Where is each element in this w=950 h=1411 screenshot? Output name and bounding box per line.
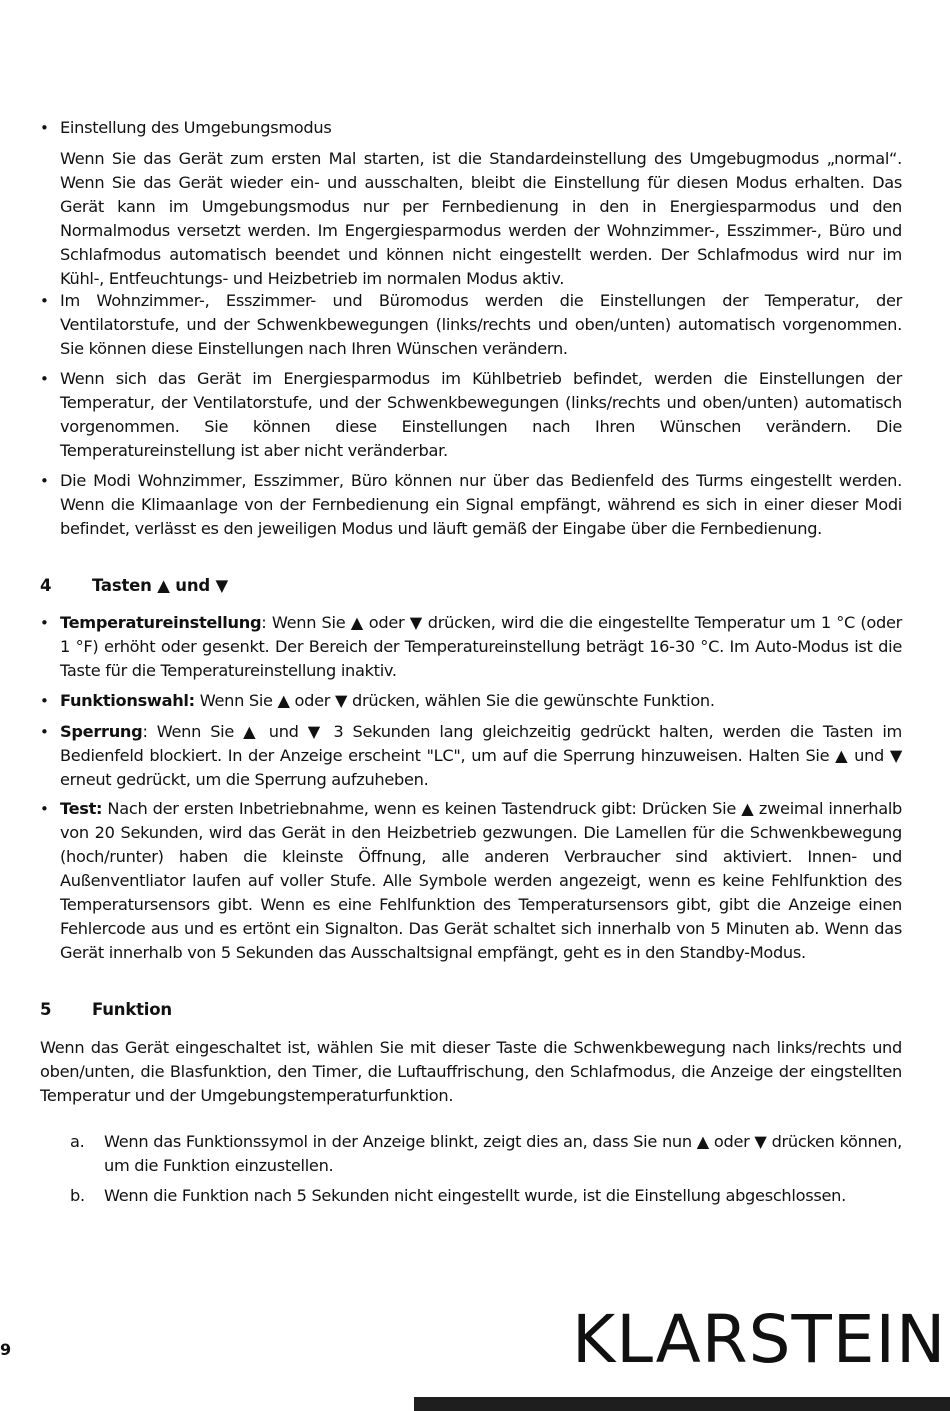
term-text: : Wenn Sie ▲ und ▼ 3 Sekunden lang gleichzeitig gedrückt halten, werden die Tasten im Bedienfeld blockiert. In der Anzeige erscheint "LC", um auf die Sperrung hinzuweisen. Halten Sie ▲ und ▼ erneut gedrückt, um die Sperrung aufzuheben. bbox=[60, 722, 902, 789]
bullet-dot: • bbox=[40, 723, 49, 741]
section-title: Funktion bbox=[92, 1000, 172, 1019]
term-text: : Wenn Sie ▲ oder ▼ drücken, wird die die eingestellte Temperatur um 1 °C (oder 1 °F) erhöht oder gesenkt. Der Bereich der Temperatureinstellung beträgt 16-30 °C. Im Auto-Modus ist die Taste für die Temperatureinstellung inaktiv. bbox=[60, 613, 902, 680]
bullet-dot: • bbox=[40, 614, 49, 632]
bullet-text: Im Wohnzimmer-, Esszimmer- und Büromodus werden die Einstellungen der Temperatur, der Ventilatorstufe, und der Schwenkbewegungen (links/rechts und oben/unten) automatisch vorgenommen. Sie können diese Einstellungen nach Ihren Wünschen verändern. bbox=[60, 291, 902, 358]
bullet-lock bbox=[40, 720, 902, 792]
term-label: Temperatureinstellung bbox=[60, 613, 262, 632]
term-text: Wenn Sie ▲ oder ▼ drücken, wählen Sie die gewünschte Funktion. bbox=[194, 691, 715, 710]
page-number: 9 bbox=[0, 1340, 12, 1359]
ambient-mode-description: Wenn Sie das Gerät zum ersten Mal starten, ist die Standardeinstellung des Umgebugmodus „normal“. Wenn Sie das Gerät wieder ein- und ausschalten, bleibt die Einstellung für diesen Modus erhalten. Das Gerät kann im Umgebungsmodus nur per Fernbedienung in den in Energiesparmodus und den Normalmodus versetzt werden. Im Engergiesparmodus werden der Wohnzimmer-, Esszimmer-, Büro und Schlafmodus automatisch beendet und können nicht eingestellt werden. Der Schlafmodus wird nur im Kühl-, Entfeuchtungs- und Heizbetrieb im normalen Modus aktiv. bbox=[60, 149, 902, 288]
section-5-intro: Wenn das Gerät eingeschaltet ist, wählen Sie mit dieser Taste die Schwenkbewegung nach links/rechts und oben/unten, die Blasfunktion, den Timer, die Luftauffrischung, den Schlafmodus, die Anzeige der eingstellten Temperatur und der Umgebungstemperaturfunktion. bbox=[40, 1038, 902, 1105]
bullet-modes-tower-panel bbox=[40, 469, 902, 541]
bullet-text: Die Modi Wohnzimmer, Esszimmer, Büro können nur über das Bedienfeld des Turms eingestellt werden. Wenn die Klimaanlage von der Fernbedienung ein Signal empfängt, während es sich in einer dieser Modi befindet, verlässt es den jeweiligen Modus und läuft gemäß der Eingabe über die Fernbedienung. bbox=[60, 471, 902, 538]
term-label: Sperrung bbox=[60, 722, 143, 741]
term-label: Test: bbox=[60, 799, 103, 818]
step-text: Wenn die Funktion nach 5 Sekunden nicht eingestellt wurde, ist die Einstellung abgeschlossen. bbox=[104, 1186, 846, 1205]
bullet-test bbox=[40, 797, 902, 965]
section-4-heading bbox=[40, 574, 228, 598]
bullet-dot: • bbox=[40, 692, 49, 710]
bullet-dot: • bbox=[40, 472, 49, 490]
brand-logo: KLARSTEIN bbox=[572, 1301, 947, 1378]
section-title: Tasten ▲ und ▼ bbox=[92, 576, 229, 595]
bullet-temperature-setting bbox=[40, 611, 902, 683]
step-label: b. bbox=[70, 1186, 85, 1205]
section-number: 5 bbox=[40, 1000, 52, 1019]
bullet-living-dining-office bbox=[40, 289, 902, 361]
bullet-function-select bbox=[40, 689, 902, 713]
bullet-ambient-mode-title bbox=[40, 116, 902, 140]
bullet-energy-saving bbox=[40, 367, 902, 463]
footer-bar bbox=[414, 1397, 950, 1411]
term-text: Nach der ersten Inbetriebnahme, wenn es keinen Tastendruck gibt: Drücken Sie ▲ zweimal innerhalb von 20 Sekunden, wird das Gerät in den Heizbetrieb gezwungen. Die Lamellen für die Schwenkbewegung (hoch/runter) haben die kleinste Öffnung, alle anderen Verbraucher sind aktiviert. Innen- und Außenventliator laufen auf voller Stufe. Alle Symbole werden angezeigt, wenn es keine Fehlfunktion des Temperatursensors gibt. Wenn es eine Fehlfunktion des Temperatursensors gibt, gibt die Anzeige einen Fehlercode aus und es ertönt ein Signalton. Das Gerät schaltet sich innerhalb von 5 Minuten ab. Wenn das Gerät innerhalb von 5 Sekunden das Ausschaltsignal empfängt, geht es in den Standby-Modus. bbox=[60, 799, 902, 962]
bullet-text: Wenn sich das Gerät im Energiesparmodus im Kühlbetrieb befindet, werden die Einstellungen der Temperatur, der Ventilatorstufe, und der Schwenkbewegungen (links/rechts und oben/unten) automatisch vorgenommen. Sie können diese Einstellungen nach Ihren Wünschen verändern. Die Temperatureinstellung ist aber nicht veränderbar. bbox=[60, 369, 902, 460]
bullet-dot: • bbox=[40, 119, 49, 137]
step-text: Wenn das Funktionssymol in der Anzeige blinkt, zeigt dies an, dass Sie nun ▲ oder ▼ drücken können, um die Funktion einzustellen. bbox=[104, 1132, 902, 1175]
section-number: 4 bbox=[40, 576, 52, 595]
bullet-dot: • bbox=[40, 292, 49, 310]
step-label: a. bbox=[70, 1132, 85, 1151]
step-b bbox=[70, 1184, 902, 1208]
step-a bbox=[70, 1130, 902, 1178]
section-5-heading bbox=[40, 998, 172, 1022]
bullet-dot: • bbox=[40, 800, 49, 818]
term-label: Funktionswahl: bbox=[60, 691, 195, 710]
bullet-text: Einstellung des Umgebungsmodus bbox=[60, 118, 332, 137]
bullet-dot: • bbox=[40, 370, 49, 388]
